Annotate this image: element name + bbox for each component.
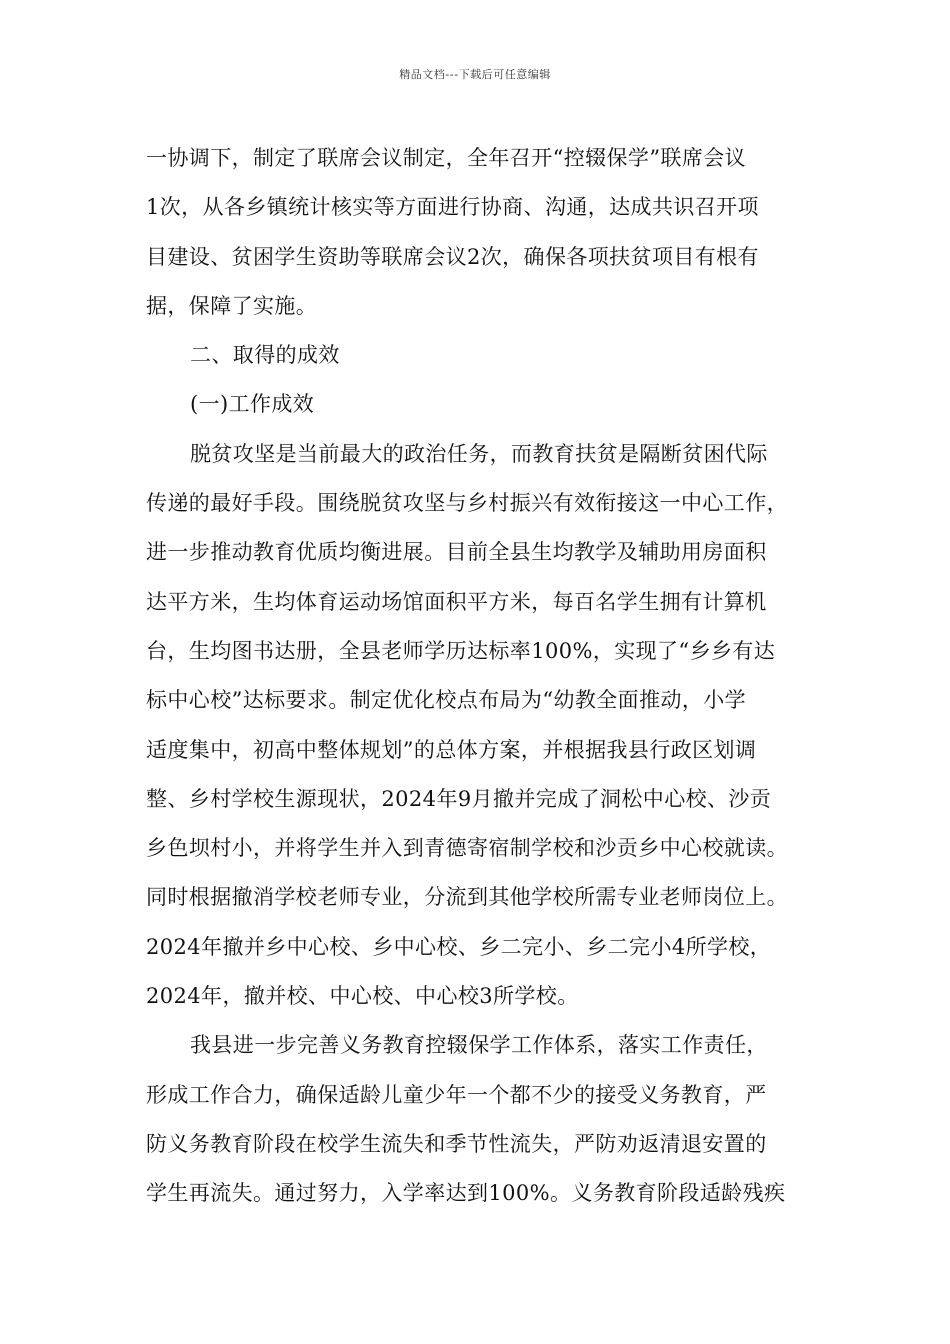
text-line: 1次，从各乡镇统计核实等方面进行协商、沟通，达成共识召开项 [146,195,759,220]
text-line: 台，生均图书达册，全县老师学历达标率100%，实现了“乡乡有达 [146,638,776,663]
subsection-heading: (一)工作成效 [190,392,315,417]
text-line: 2024年，撤并校、中心校、中心校3所学校。 [146,984,579,1009]
text-line: 2024年撤并乡中心校、乡中心校、乡二完小、乡二完小4所学校， [146,934,772,959]
text-line: 脱贫攻坚是当前最大的政治任务，而教育扶贫是隔断贫困代际 [190,441,768,466]
section-heading: 二、取得的成效 [190,343,340,368]
document-body [146,134,826,1219]
text-line: 学生再流失。通过努力，入学率达到100%。义务教育阶段适龄残疾 [146,1181,786,1206]
page-header: 精品文档---下载后可任意编辑 [399,68,551,81]
text-line: 乡色坝村小，并将学生并入到青德寄宿制学校和沙贡乡中心校就读。 [146,836,788,861]
text-line: 我县进一步完善义务教育控辍保学工作体系，落实工作责任， [190,1033,768,1058]
text-line: 一协调下，制定了联席会议制定，全年召开“控辍保学”联席会议 [146,146,747,170]
text-line: 同时根据撤消学校老师专业，分流到其他学校所需专业老师岗位上。 [146,885,788,910]
text-line: 整、乡村学校生源现状，2024年9月撤并完成了洞松中心校、沙贡 [146,786,772,811]
text-line: 形成工作合力，确保适龄儿童少年一个都不少的接受义务教育，严 [146,1082,767,1107]
text-line: 目建设、贫困学生资助等联席会议2次，确保各项扶贫项目有根有 [146,244,759,269]
text-line: 标中心校”达标要求。制定优化校点布局为“幼教全面推动，小学 [146,688,747,713]
text-line: 达平方米，生均体育运动场馆面积平方米，每百名学生拥有计算机 [146,589,767,614]
text-line: 适度集中，初高中整体规划”的总体方案，并根据我县行政区划调 [146,737,757,762]
text-line: 传递的最好手段。围绕脱贫攻坚与乡村振兴有效衔接这一中心工作， [146,491,788,516]
text-line: 防义务教育阶段在校学生流失和季节性流失，严防劝返清退安置的 [146,1131,767,1156]
text-line: 进一步推动教育优质均衡进展。目前全县生均教学及辅助用房面积 [146,540,767,565]
text-line: 据，保障了实施。 [146,293,318,318]
